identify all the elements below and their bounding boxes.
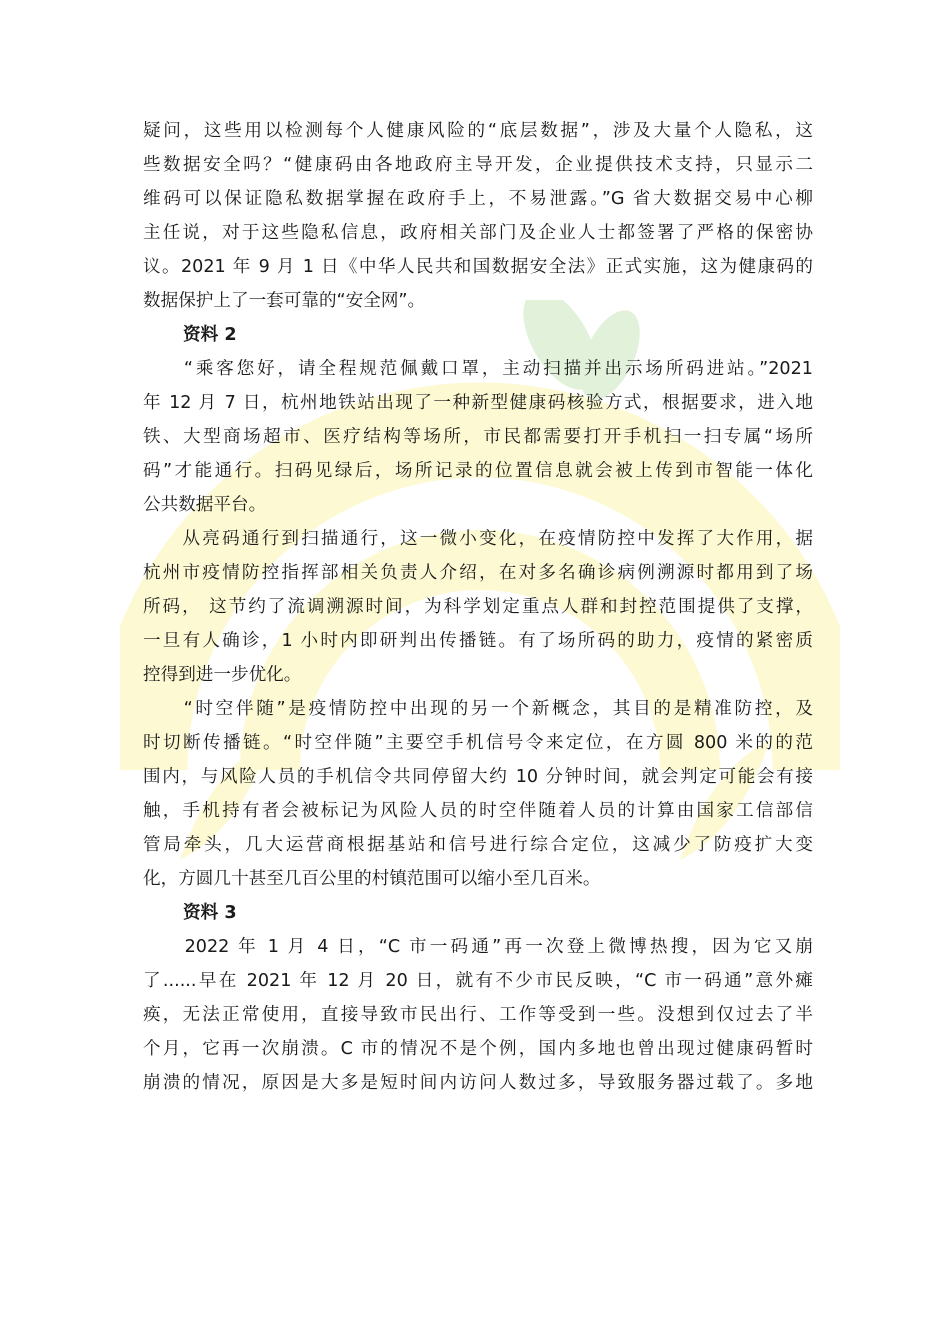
text-line: 主任说，对于这些隐私信息，政府相关部门及企业人士都签署了严格的保密协 bbox=[143, 223, 813, 243]
text-line: 触，手机持有者会被标记为风险人员的时空伴随着人员的计算由国家工信部信 bbox=[143, 801, 813, 821]
text-line: 些数据安全吗？“健康码由各地政府主导开发，企业提供技术支持，只显示二 bbox=[143, 155, 813, 175]
text-line: 维码可以保证隐私数据掌握在政府手上，不易泄露。”G 省大数据交易中心柳 bbox=[143, 189, 813, 209]
text-line: 化，方圆几十甚至几百公里的村镇范围可以缩小至几百米。 bbox=[143, 869, 601, 889]
text-line: 时切断传播链。“时空伴随”主要空手机信号令来定位，在方圆 800 米的的范 bbox=[143, 733, 813, 753]
text-line: 议。2021 年 9 月 1 日《中华人民共和国数据安全法》正式实施，这为健康码的 bbox=[143, 257, 813, 277]
section-heading-3: 资料 3 bbox=[183, 903, 237, 923]
text-line: 了......早在 2021 年 12 月 20 日，就有不少市民反映，“C 市一码通”意外瘫 bbox=[143, 971, 813, 991]
text-line: 痪，无法正常使用，直接导致市民出行、工作等受到一些。没想到仅过去了半 bbox=[143, 1005, 813, 1025]
text-line: “时空伴随”是疫情防控中出现的另一个新概念，其目的是精准防控，及 bbox=[143, 699, 813, 719]
text-line: 控得到进一步优化。 bbox=[143, 665, 302, 685]
text-line: 杭州市疫情防控指挥部相关负责人介绍，在对多名确诊病例溯源时都用到了场 bbox=[143, 563, 813, 583]
text-line: 码”才能通行。扫码见绿后，场所记录的位置信息就会被上传到市智能一体化 bbox=[143, 461, 813, 481]
text-line: 2022 年 1 月 4 日，“C 市一码通”再一次登上微博热搜，因为它又崩 bbox=[143, 937, 813, 957]
text-line: 一旦有人确诊，1 小时内即研判出传播链。有了场所码的助力，疫情的紧密质 bbox=[143, 631, 813, 651]
text-line: 围内，与风险人员的手机信令共同停留大约 10 分钟时间，就会判定可能会有接 bbox=[143, 767, 813, 787]
section-heading-2: 资料 2 bbox=[183, 325, 237, 345]
text-line: 数据保护上了一套可靠的“安全网”。 bbox=[143, 291, 426, 311]
text-line: 崩溃的情况，原因是大多是短时间内访问人数过多，导致服务器过载了。多地 bbox=[143, 1073, 813, 1093]
text-line: 铁、大型商场超市、医疗结构等场所，市民都需要打开手机扫一扫专属“场所 bbox=[143, 427, 813, 447]
text-line: 公共数据平台。 bbox=[143, 495, 267, 515]
text-line: “乘客您好，请全程规范佩戴口罩，主动扫描并出示场所码进站。”2021 bbox=[143, 359, 813, 379]
text-line: 从亮码通行到扫描通行，这一微小变化，在疫情防控中发挥了大作用，据 bbox=[143, 529, 813, 549]
text-line: 疑问，这些用以检测每个人健康风险的“底层数据”，涉及大量个人隐私，这 bbox=[143, 121, 813, 141]
text-line: 年 12 月 7 日，杭州地铁站出现了一种新型健康码核验方式，根据要求，进入地 bbox=[143, 393, 813, 413]
text-line: 管局牵头，几大运营商根据基站和信号进行综合定位，这减少了防疫扩大变 bbox=[143, 835, 813, 855]
text-line: 个月，它再一次崩溃。C 市的情况不是个例，国内多地也曾出现过健康码暂时 bbox=[143, 1039, 813, 1059]
text-line: 所码， 这节约了流调溯源时间，为科学划定重点人群和封控范围提供了支撑， bbox=[143, 597, 813, 617]
